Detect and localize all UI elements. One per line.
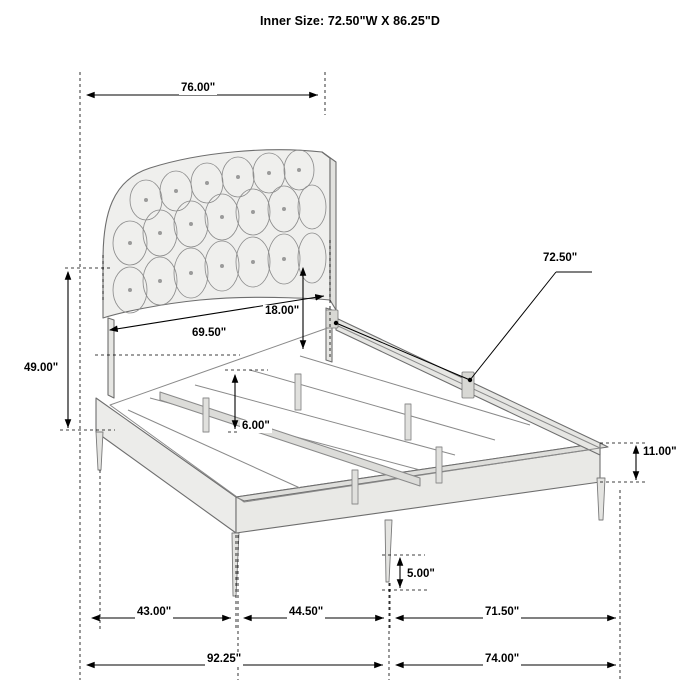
dimension-label-foot-segment-mid: 44.50" (289, 606, 324, 618)
dimension-label-slat-clearance: 6.00" (242, 420, 270, 432)
dimension-label-foot-segment-right: 71.50" (485, 606, 520, 618)
dimension-label-overall-depth-right: 74.00" (485, 653, 520, 665)
dimension-label-overall-depth-left: 92.25" (207, 653, 242, 665)
dimension-label-inner-width-callout: 72.50" (543, 252, 578, 264)
dimension-label-headboard-panel-width: 69.50" (192, 327, 227, 339)
bed-illustration (96, 150, 608, 596)
extension-lines (60, 72, 648, 680)
dimension-label-headboard-panel-height: 18.00" (265, 305, 300, 317)
dimension-label-leg-height: 5.00" (407, 568, 435, 580)
dimension-label-overall-width-top: 76.00" (181, 82, 216, 94)
dimension-label-side-rail-height: 11.00" (643, 446, 677, 458)
page-title: Inner Size: 72.50"W X 86.25"D (259, 14, 441, 28)
dimension-label-foot-segment-left: 43.00" (137, 606, 172, 618)
dimension-label-overall-height-left: 49.00" (24, 362, 59, 374)
